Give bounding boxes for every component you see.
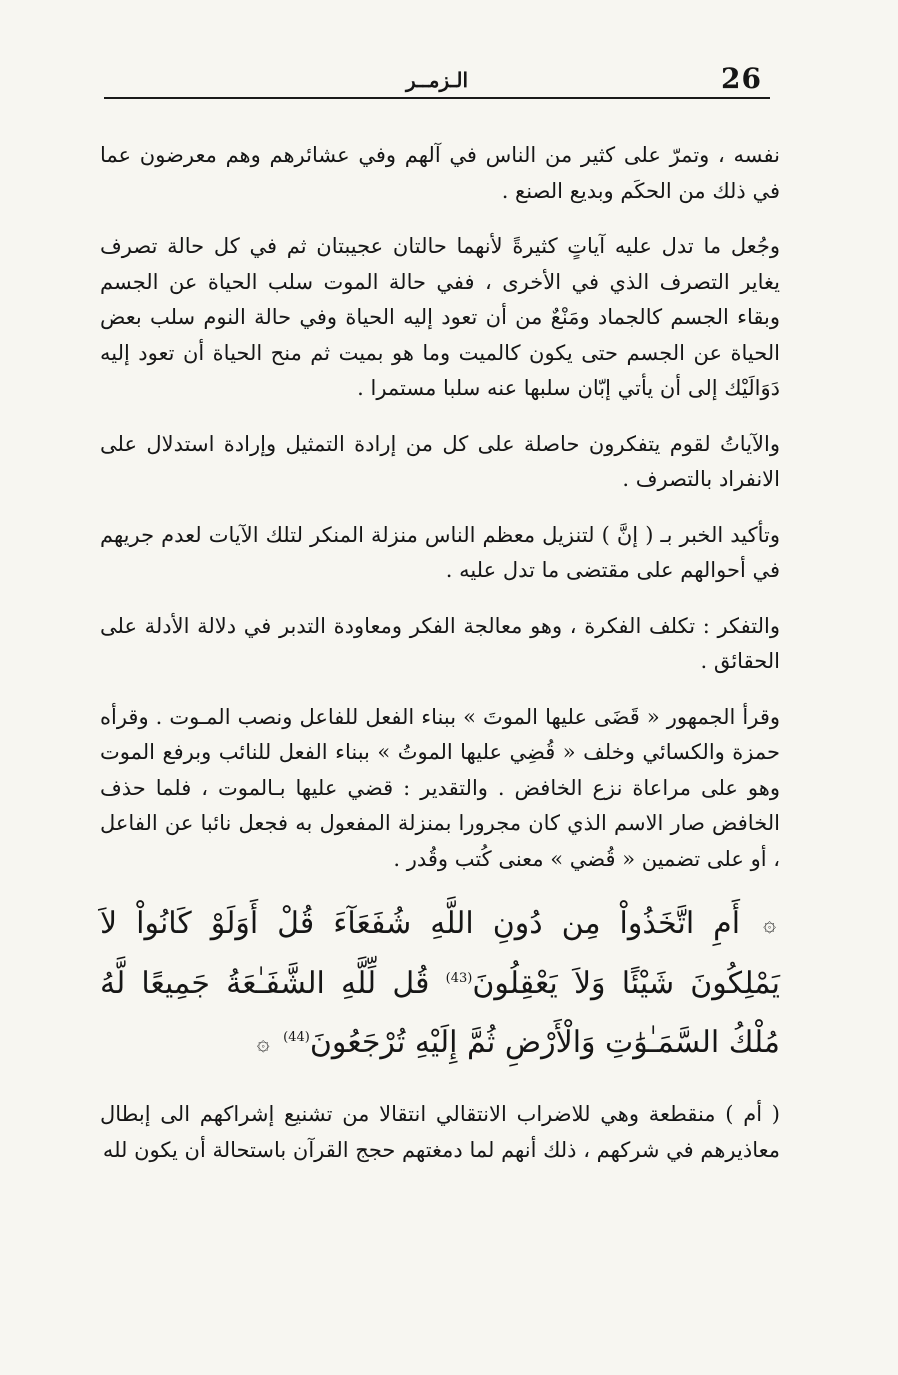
running-title: الـزمــر: [405, 68, 468, 92]
header-rule: [104, 97, 770, 99]
verse-text-44: قُل لِّلَّهِ الشَّفَـٰعَةُ جَمِيعًا لَّهُ مُلْكُ السَّمَـٰوَٰتِ وَالْأَرْضِ ثُمَّ إِلَيْهِ تُرْجَعُونَ: [100, 966, 780, 1060]
page-number: 26: [721, 62, 762, 95]
paragraph: والتفكر : تكلف الفكرة ، وهو معالجة الفكر ومعاودة التدبر في دلالة الأدلة على الحقائق .: [100, 613, 780, 673]
verse-open-ornament: ۞: [763, 912, 776, 937]
paragraph: وتأكيد الخبر بـ ( إنَّ ) لتنزيل معظم الناس منزلة المنكر لتلك الآيات لعدم جريهم في أحوالهم على مقتضى ما تدل عليه .: [100, 522, 780, 582]
closing-paragraph: ( أم ) منقطعة وهي للاضراب الانتقالي انتقالا من تشنيع إشراكهم الى إبطال معاذيرهم في شركهم ، ذلك أنهم لما دمغتهم حجج القرآن باستحالة أن يكون لله: [100, 1102, 780, 1162]
page-body: [100, 138, 780, 1188]
verse-close-ornament: ۞: [256, 1031, 270, 1056]
verse-number-43: (43): [445, 971, 473, 986]
paragraph: والآياتُ لقوم يتفكرون حاصلة على كل من إرادة التمثيل وإرادة استدلال على الانفراد بالتصرف .: [100, 431, 780, 491]
quran-verse: [100, 897, 780, 1071]
paragraph: نفسه ، وتمرّ على كثير من الناس في آلهم وفي عشائرهم وهم معرضون عما في ذلك من الحكَم وبديع الصنع .: [100, 143, 780, 203]
verse-text-43: أَمِ اتَّخَذُواْ مِن دُونِ اللَّهِ شُفَعَآءَ قُلْ أَوَلَوْ كَانُواْ لاَ يَمْلِكُونَ شَيْئًا وَلاَ يَعْقِلُونَ: [100, 906, 780, 1001]
page-header: [104, 58, 770, 98]
verse-number-44: (44): [283, 1030, 310, 1045]
paragraph: وجُعل ما تدل عليه آياتٍ كثيرةً لأنهما حالتان عجيبتان ثم في كل حالة تصرف يغاير التصرف الذي في الأخرى ، ففي حالة الموت سلب الحياة عن الجسم وبقاء الجسم كالجماد ومَنْعٌ من أن تعود إليه الحياة وفي حالة النوم سلب بعض الحياة عن الجسم حتى يكون كالميت وما هو بميت ثم منح الحياة أن تعود إليه دَوَالَيْك إلى أن يأتي إبّان سلبها عنه سلبا مستمرا .: [100, 234, 780, 400]
paragraph: وقرأ الجمهور « قَضَى عليها الموتَ » ببناء الفعل للفاعل ونصب المـوت . وقرأه حمزة والكسائي وخلف « قُضِي عليها الموتُ » ببناء الفعل للنائب وبرفع الموت وهو على مراعاة نزع الخافض . والتقدير : قضي عليها بـالموت ، فلما حذف الخافض صار الاسم الذي كان مجرورا بمنزلة المفعول به فجعل نائبا عن الفاعل ، أو على تضمين « قُضي » معنى كُتب وقُدر .: [100, 704, 780, 871]
